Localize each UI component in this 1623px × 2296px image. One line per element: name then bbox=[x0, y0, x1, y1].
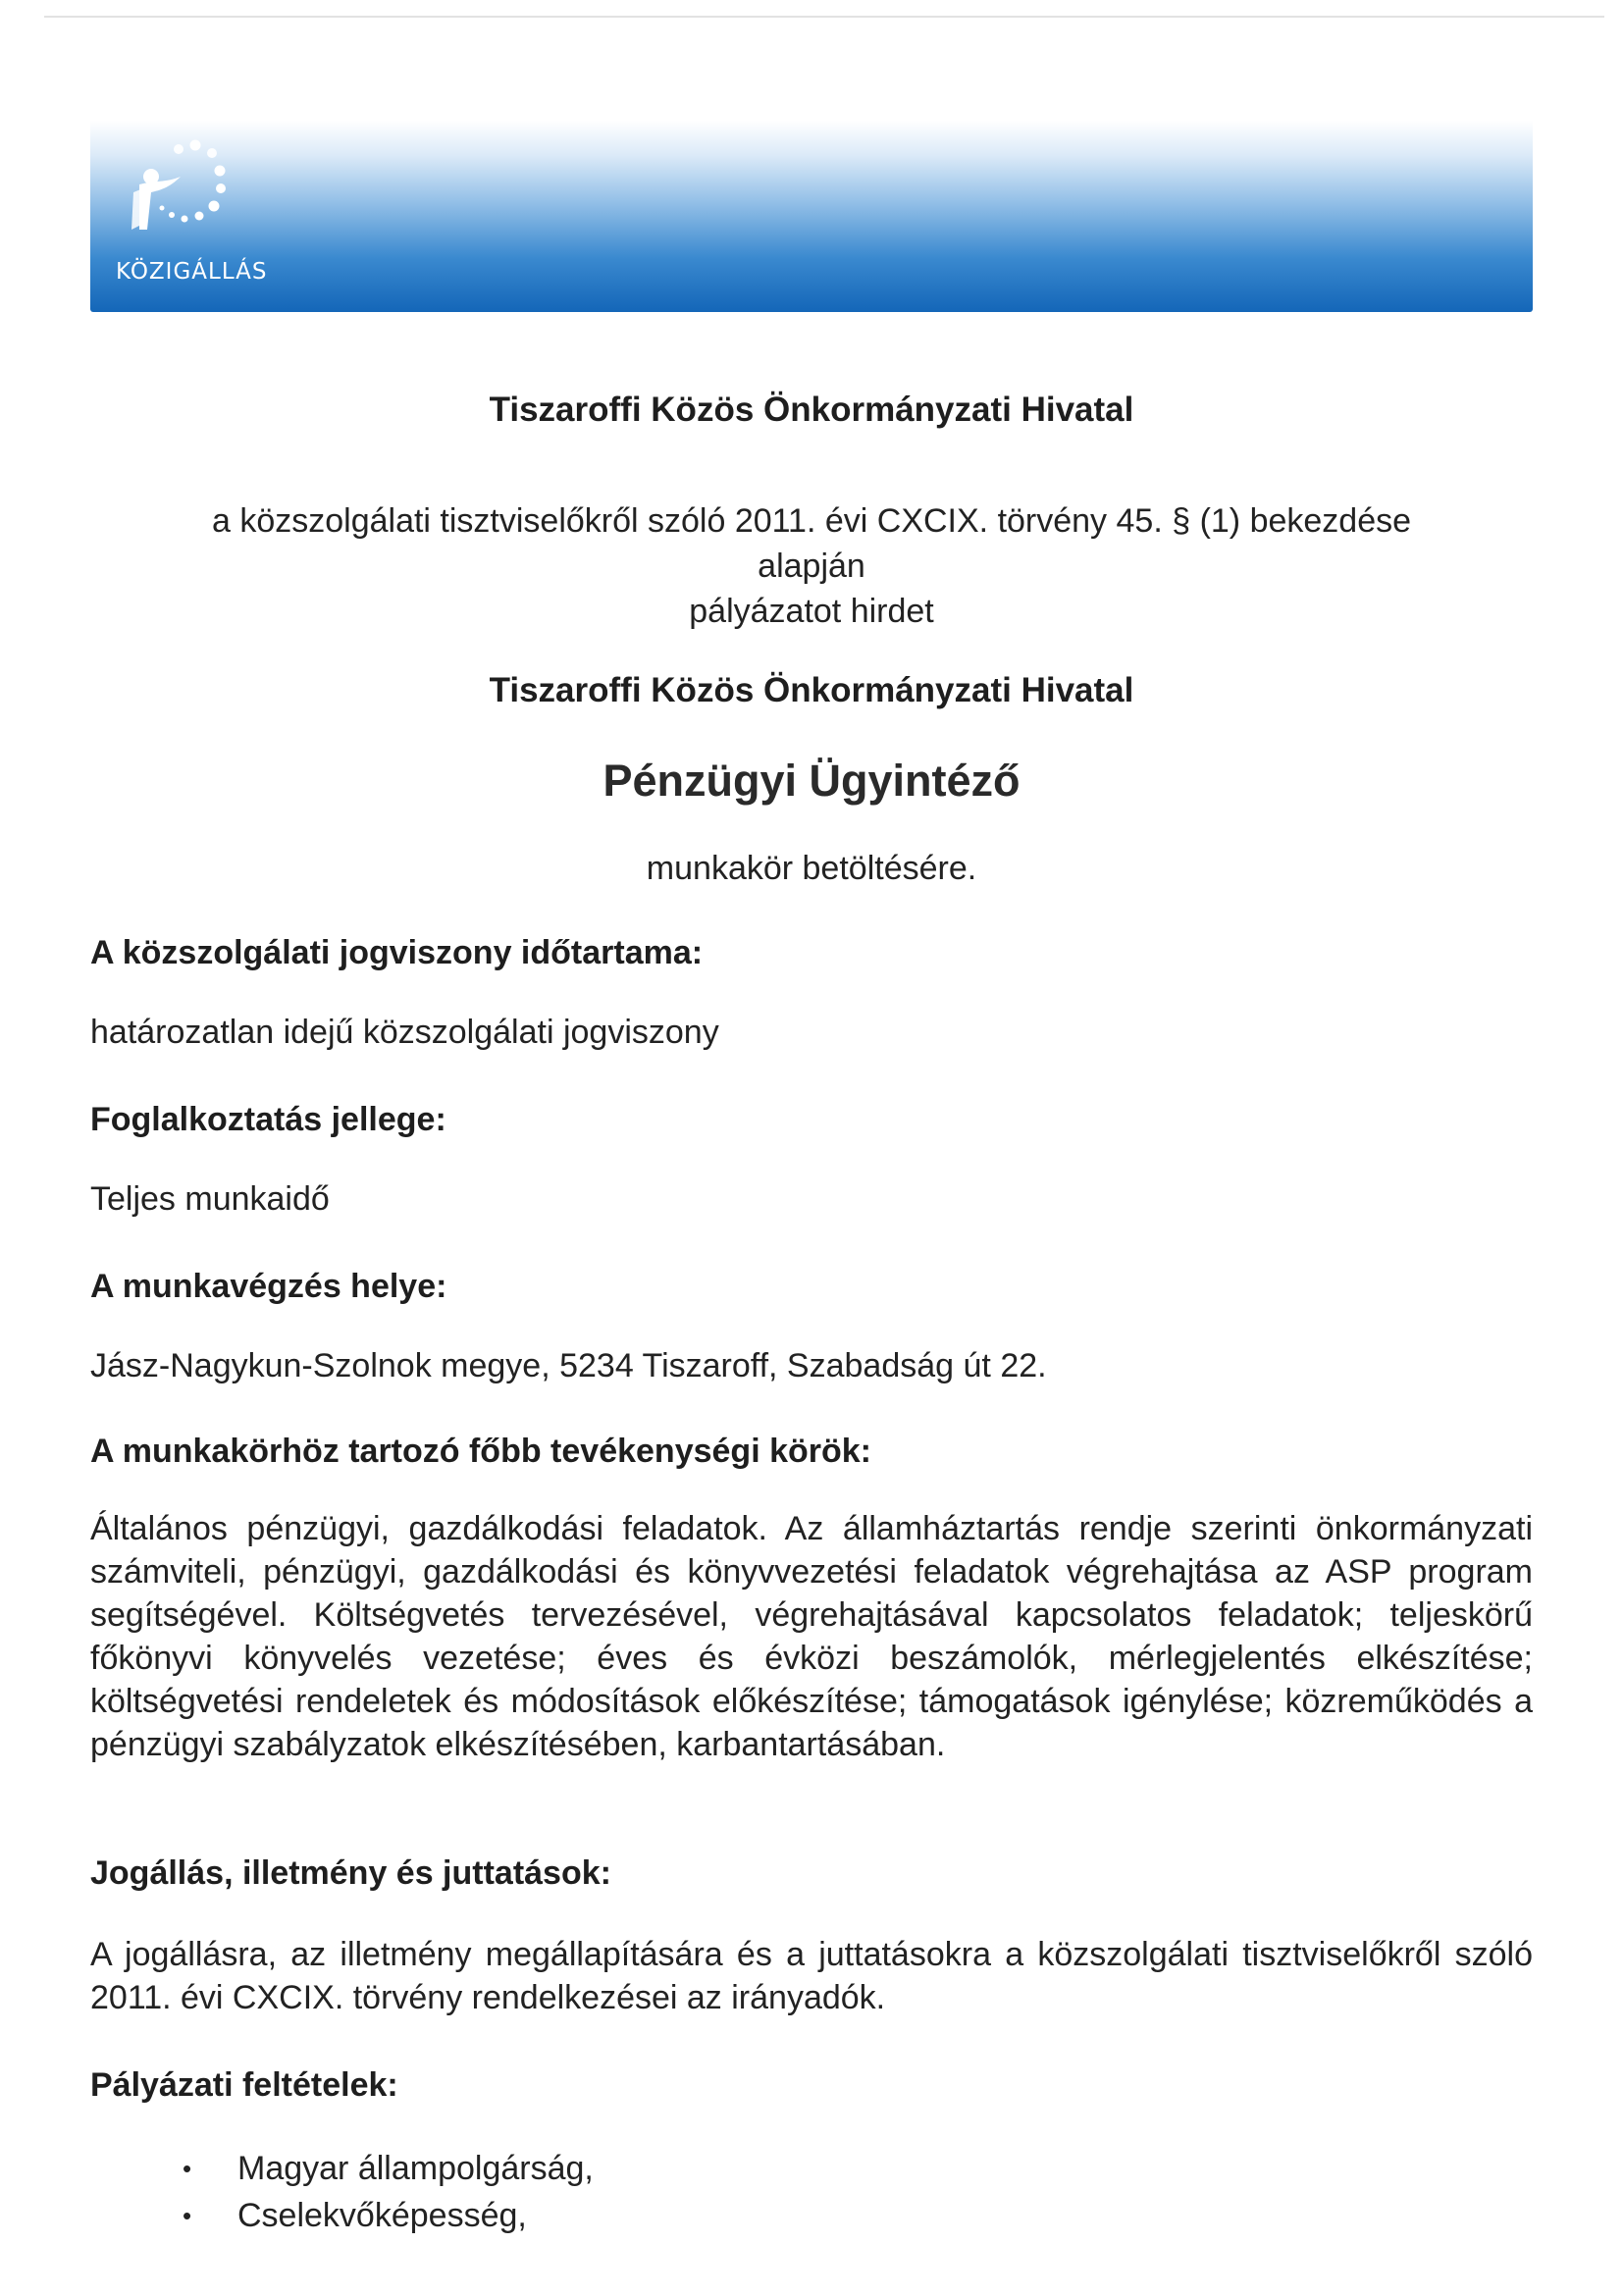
organization-title-2: Tiszaroffi Közös Önkormányzati Hivatal bbox=[489, 671, 1134, 709]
employment-heading: Foglalkoztatás jellege: bbox=[90, 1101, 446, 1138]
bullet-icon: • bbox=[183, 2154, 192, 2183]
requirements-list bbox=[90, 2145, 1533, 2239]
requirement-text: Magyar állampolgárság, bbox=[237, 2150, 594, 2187]
position-title: Pénzügyi Ügyintéző bbox=[602, 756, 1021, 806]
location-heading: A munkavégzés helye: bbox=[90, 1268, 447, 1305]
intro-line-2: alapján bbox=[758, 548, 865, 585]
kozigallas-logo-icon bbox=[110, 128, 237, 245]
list-item bbox=[90, 2145, 1533, 2192]
duties-text: Általános pénzügyi, gazdálkodási feladatok. Az államháztartás rendje szerinti önkormányzati számviteli, pénzügyi, gazdálkodási és könyvvezetési feladatok végrehajtása az ASP program segítségével. Költségvetés tervezésével, végrehajtásával kapcsolatos feladatok; teljeskörű főkönyvi könyvelés vezetése; éves és évközi beszámolók, mérlegjelentés elkészítése; költségvetési rendeletek és módosítások előkészítése; támogatások igénylése; közreműködés a pénzügyi szabályzatok elkészítésében, karbantartásában. bbox=[90, 1510, 1533, 1763]
salary-heading: Jogállás, illetmény és juttatások: bbox=[90, 1854, 611, 1892]
salary-text: A jogállásra, az illetmény megállapítására és a juttatásokra a közszolgálati tisztviselőkről szóló 2011. évi CXCIX. törvény rendelkezései az irányadók. bbox=[90, 1936, 1533, 2016]
location-text: Jász-Nagykun-Szolnok megye, 5234 Tiszaroff, Szabadság út 22. bbox=[90, 1347, 1047, 1384]
intro-line-3: pályázatot hirdet bbox=[689, 593, 934, 630]
duties-heading: A munkakörhöz tartozó főbb tevékenységi körök: bbox=[90, 1433, 871, 1470]
requirement-text: Cselekvőképesség, bbox=[237, 2197, 527, 2234]
requirements-heading: Pályázati feltételek: bbox=[90, 2066, 398, 2104]
employment-text: Teljes munkaidő bbox=[90, 1180, 330, 1218]
intro-text bbox=[90, 498, 1533, 634]
duration-text: határozatlan idejű közszolgálati jogviszony bbox=[90, 1014, 719, 1051]
bullet-icon: • bbox=[183, 2201, 192, 2230]
position-suffix: munkakör betöltésére. bbox=[646, 850, 977, 887]
banner-logo-text: KÖZIGÁLLÁS bbox=[116, 259, 268, 285]
organization-title: Tiszaroffi Közös Önkormányzati Hivatal bbox=[489, 391, 1134, 429]
duration-heading: A közszolgálati jogviszony időtartama: bbox=[90, 934, 704, 971]
kozigallas-banner bbox=[90, 106, 1533, 312]
scan-edge-line bbox=[44, 16, 1604, 18]
list-item bbox=[90, 2192, 1533, 2239]
intro-line-1: a közszolgálati tisztviselőkről szóló 2011. évi CXCIX. törvény 45. § (1) bekezdése bbox=[211, 502, 1412, 540]
